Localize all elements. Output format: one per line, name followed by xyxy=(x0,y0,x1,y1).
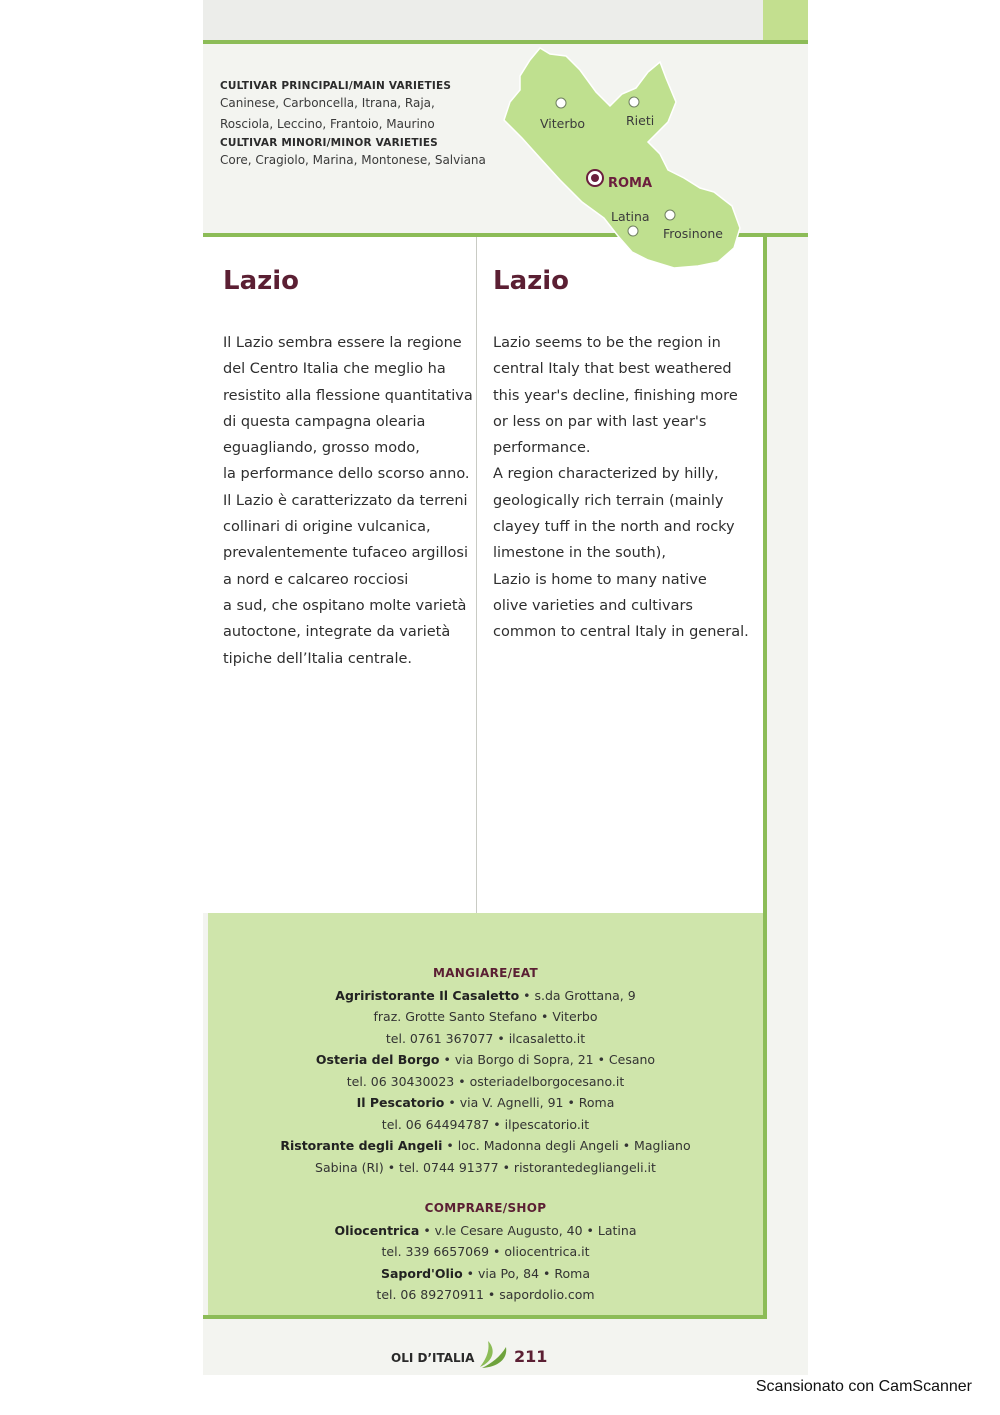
map-label-latina: Latina xyxy=(611,209,650,224)
eat-line-6-rest: • via V. Agnelli, 91 • Roma xyxy=(444,1095,615,1110)
eat-line-9: Sabina (RI) • tel. 0744 91377 • ristorantedegliangeli.it xyxy=(315,1159,656,1175)
map-label-viterbo: Viterbo xyxy=(540,116,586,131)
shop-name: Oliocentrica xyxy=(334,1222,420,1238)
restaurant-name: Osteria del Borgo xyxy=(315,1052,440,1067)
map-label-frosinone: Frosinone xyxy=(663,226,723,241)
eat-section xyxy=(208,963,763,1178)
eat-line-7: tel. 06 64494787 • ilpescatorio.it xyxy=(381,1116,590,1132)
lazio-map xyxy=(498,42,743,277)
eat-line-4-rest: • via Borgo di Sopra, 21 • Cesano xyxy=(439,1052,656,1067)
shop-line-3-rest: • via Po, 84 • Roma xyxy=(462,1265,591,1281)
shop-line-3 xyxy=(208,1263,763,1285)
minor-varieties-heading: CULTIVAR MINORI/MINOR VARIETIES xyxy=(220,137,438,149)
eat-line-3: tel. 0761 367077 • ilcasaletto.it xyxy=(385,1030,586,1046)
olive-branch-icon xyxy=(476,1337,510,1371)
eat-line-6 xyxy=(208,1092,763,1114)
column-divider xyxy=(476,237,477,913)
shop-heading: COMPRARE/SHOP xyxy=(424,1201,547,1215)
eat-heading: MANGIARE/EAT xyxy=(432,966,539,980)
english-body: Lazio seems to be the region in central Italy that best weathered this year's decline, finishing more or less on par with last year's performance. A region characterized by hilly, geologically rich terrain (mainly clayey tuff in the north and rocky limestone in the south), Lazio is home to many native olive varieties and cultivars common to central Italy in general. xyxy=(493,335,749,641)
listings-box xyxy=(208,913,767,1315)
page-number: 211 xyxy=(514,1347,548,1366)
varieties-block xyxy=(220,78,520,171)
listings-bottom-rule xyxy=(203,1315,767,1319)
page-footer xyxy=(388,1343,588,1373)
publication-name: OLI D’ITALIA xyxy=(391,1351,475,1365)
main-varieties-heading: CULTIVAR PRINCIPALI/MAIN VARIETIES xyxy=(220,80,452,92)
shop-line-2: tel. 339 6657069 • oliocentrica.it xyxy=(381,1244,590,1259)
eat-line-8-rest: • loc. Madonna degli Angeli • Magliano xyxy=(442,1138,691,1153)
italian-body: Il Lazio sembra essere la regione del Centro Italia che meglio ha resistito alla flessione quantitativa di questa campagna olearia eguagliando, grosso modo, la performance dello scorso anno. Il Lazio è caratterizzato da terreni collinari di origine vulcanica, prevalentemente tufaceo argillosi a nord e calcareo rocciosi a sud, che ospitano molte varietà autoctone, integrate da varietà tipiche dell’Italia centrale. xyxy=(223,335,473,667)
english-title: Lazio xyxy=(493,266,570,296)
shop-line-1 xyxy=(208,1220,763,1242)
restaurant-name: Ristorante degli Angeli xyxy=(280,1138,443,1153)
italian-title: Lazio xyxy=(223,266,300,296)
map-label-roma: ROMA xyxy=(608,176,653,191)
restaurant-name: Il Pescatorio xyxy=(356,1095,445,1110)
eat-line-5: tel. 06 30430023 • osteriadelborgocesano.it xyxy=(346,1073,625,1089)
main-varieties-line-2: Rosciola, Leccino, Frantoio, Maurino xyxy=(220,117,435,131)
corner-accent xyxy=(763,0,808,40)
shop-name: Sapord'Olio xyxy=(380,1265,463,1281)
main-varieties-line-1: Caninese, Carboncella, Itrana, Raja, xyxy=(220,96,435,110)
magazine-page xyxy=(203,0,808,1375)
top-strip xyxy=(203,0,808,40)
shop-line-4: tel. 06 89270911 • sapordolio.com xyxy=(376,1287,595,1302)
scanner-watermark: Scansionato con CamScanner xyxy=(755,1378,972,1395)
shop-line-1-rest: • v.le Cesare Augusto, 40 • Latina xyxy=(419,1222,637,1238)
eat-line-2: fraz. Grotte Santo Stefano • Viterbo xyxy=(373,1009,598,1024)
eat-line-4 xyxy=(208,1049,763,1071)
shop-section xyxy=(208,1198,763,1306)
restaurant-name: Agriristorante Il Casaletto xyxy=(335,987,520,1003)
map-label-rieti: Rieti xyxy=(626,113,655,128)
eat-line-1-rest: • s.da Grottana, 9 xyxy=(519,987,636,1003)
minor-varieties-line: Core, Cragiolo, Marina, Montonese, Salviana xyxy=(220,153,486,167)
eat-line-8 xyxy=(208,1135,763,1157)
eat-line-1 xyxy=(208,985,763,1007)
